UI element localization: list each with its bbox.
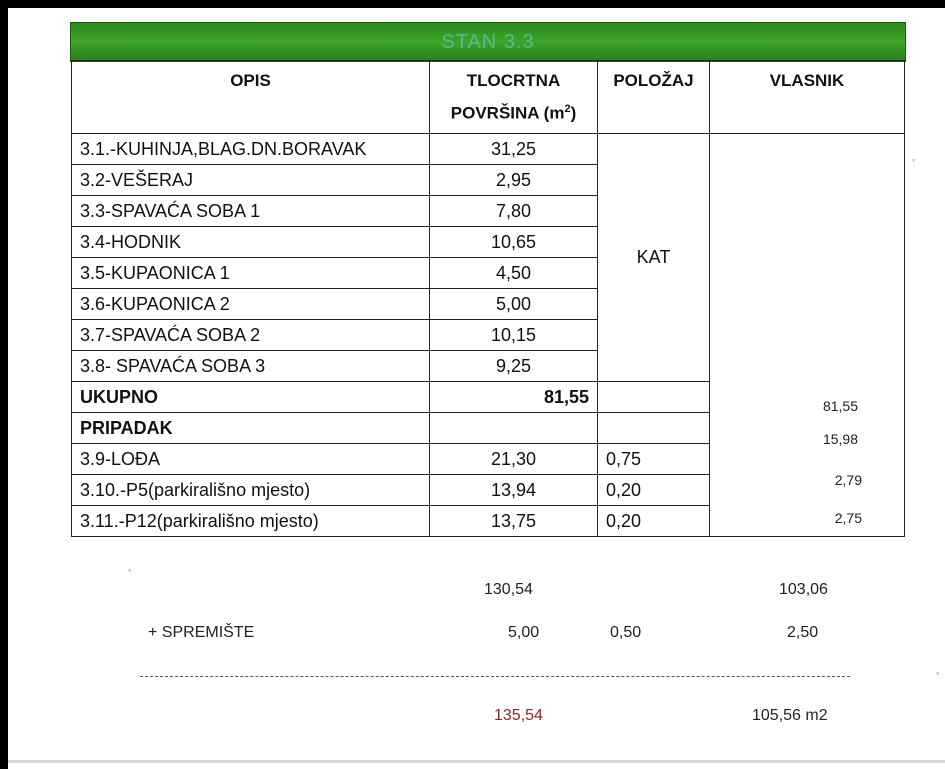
- room-name: 3.1.-KUHINJA,BLAG.DN.BORAVAK: [72, 134, 430, 165]
- area-table: [71, 60, 905, 537]
- header-position: POLOŽAJ: [598, 61, 710, 134]
- room-area: 10,15: [430, 320, 598, 351]
- scan-speck: ◦: [912, 155, 916, 165]
- room-name: 3.8- SPAVAĆA SOBA 3: [72, 351, 430, 382]
- appurtenance-position: [598, 413, 710, 444]
- dashed-separator: [140, 676, 850, 677]
- room-area: 4,50: [430, 258, 598, 289]
- room-area: 2,95: [430, 165, 598, 196]
- owner-loggia: 2,79: [834, 472, 862, 488]
- owner-column: [710, 134, 905, 537]
- scan-left-border: [0, 0, 8, 769]
- header-area-sup: 2: [564, 103, 571, 115]
- item-area: 21,30: [430, 444, 598, 475]
- position-kat: KAT: [598, 134, 710, 382]
- owner-appurtenance: 15,98: [822, 431, 858, 447]
- header-owner: VLASNIK: [710, 61, 905, 134]
- room-name: 3.2-VEŠERAJ: [72, 165, 430, 196]
- appurtenance-area: [430, 413, 598, 444]
- total-label: UKUPNO: [72, 382, 430, 413]
- storage-label: + SPREMIŠTE: [148, 624, 255, 641]
- item-name: 3.9-LOĐA: [72, 444, 430, 475]
- storage-area: 5,00: [508, 624, 540, 641]
- item-coef: 0,75: [598, 444, 710, 475]
- scan-bottom-edge: [8, 760, 945, 763]
- storage-coef: 0,50: [610, 624, 642, 641]
- header-area: [430, 61, 598, 134]
- header-area-close: ): [570, 103, 577, 123]
- room-area: 31,25: [430, 134, 598, 165]
- item-name: 3.10.-P5(parkirališno mjesto): [72, 475, 430, 506]
- room-name: 3.4-HODNIK: [72, 227, 430, 258]
- total-position: [598, 382, 710, 413]
- scan-top-border: [0, 0, 945, 8]
- scan-speck: ◦: [128, 565, 132, 575]
- header-area-line2: POVRŠINA (m: [450, 103, 565, 123]
- room-name: 3.6-KUPAONICA 2: [72, 289, 430, 320]
- room-area: 7,80: [430, 196, 598, 227]
- item-coef: 0,20: [598, 506, 710, 537]
- header-row: [72, 61, 905, 134]
- room-area: 9,25: [430, 351, 598, 382]
- grand-total-owner: 105,56 m2: [752, 707, 828, 724]
- item-area: 13,94: [430, 475, 598, 506]
- room-name: 3.3-SPAVAĆA SOBA 1: [72, 196, 430, 227]
- storage-owner: 2,50: [787, 624, 819, 641]
- item-coef: 0,20: [598, 475, 710, 506]
- room-area: 10,65: [430, 227, 598, 258]
- grand-total-area: 135,54: [494, 707, 543, 724]
- room-name: 3.5-KUPAONICA 1: [72, 258, 430, 289]
- appurtenance-label: PRIPADAK: [72, 413, 430, 444]
- header-opis: OPIS: [72, 61, 430, 134]
- scan-speck: ◦: [936, 668, 940, 678]
- header-area-line1: TLOCRTNA: [466, 71, 561, 90]
- subtotal-area: 130,54: [484, 581, 533, 598]
- banner-title: STAN 3.3: [441, 30, 535, 53]
- table-row: [72, 134, 905, 165]
- room-area: 5,00: [430, 289, 598, 320]
- item-name: 3.11.-P12(parkirališno mjesto): [72, 506, 430, 537]
- item-area: 13,75: [430, 506, 598, 537]
- subtotal-owner: 103,06: [779, 581, 828, 598]
- total-area: 81,55: [430, 382, 598, 413]
- unit-banner: [70, 22, 906, 62]
- owner-total: 81,55: [822, 398, 858, 414]
- owner-parking: 2,75: [834, 510, 862, 526]
- room-name: 3.7-SPAVAĆA SOBA 2: [72, 320, 430, 351]
